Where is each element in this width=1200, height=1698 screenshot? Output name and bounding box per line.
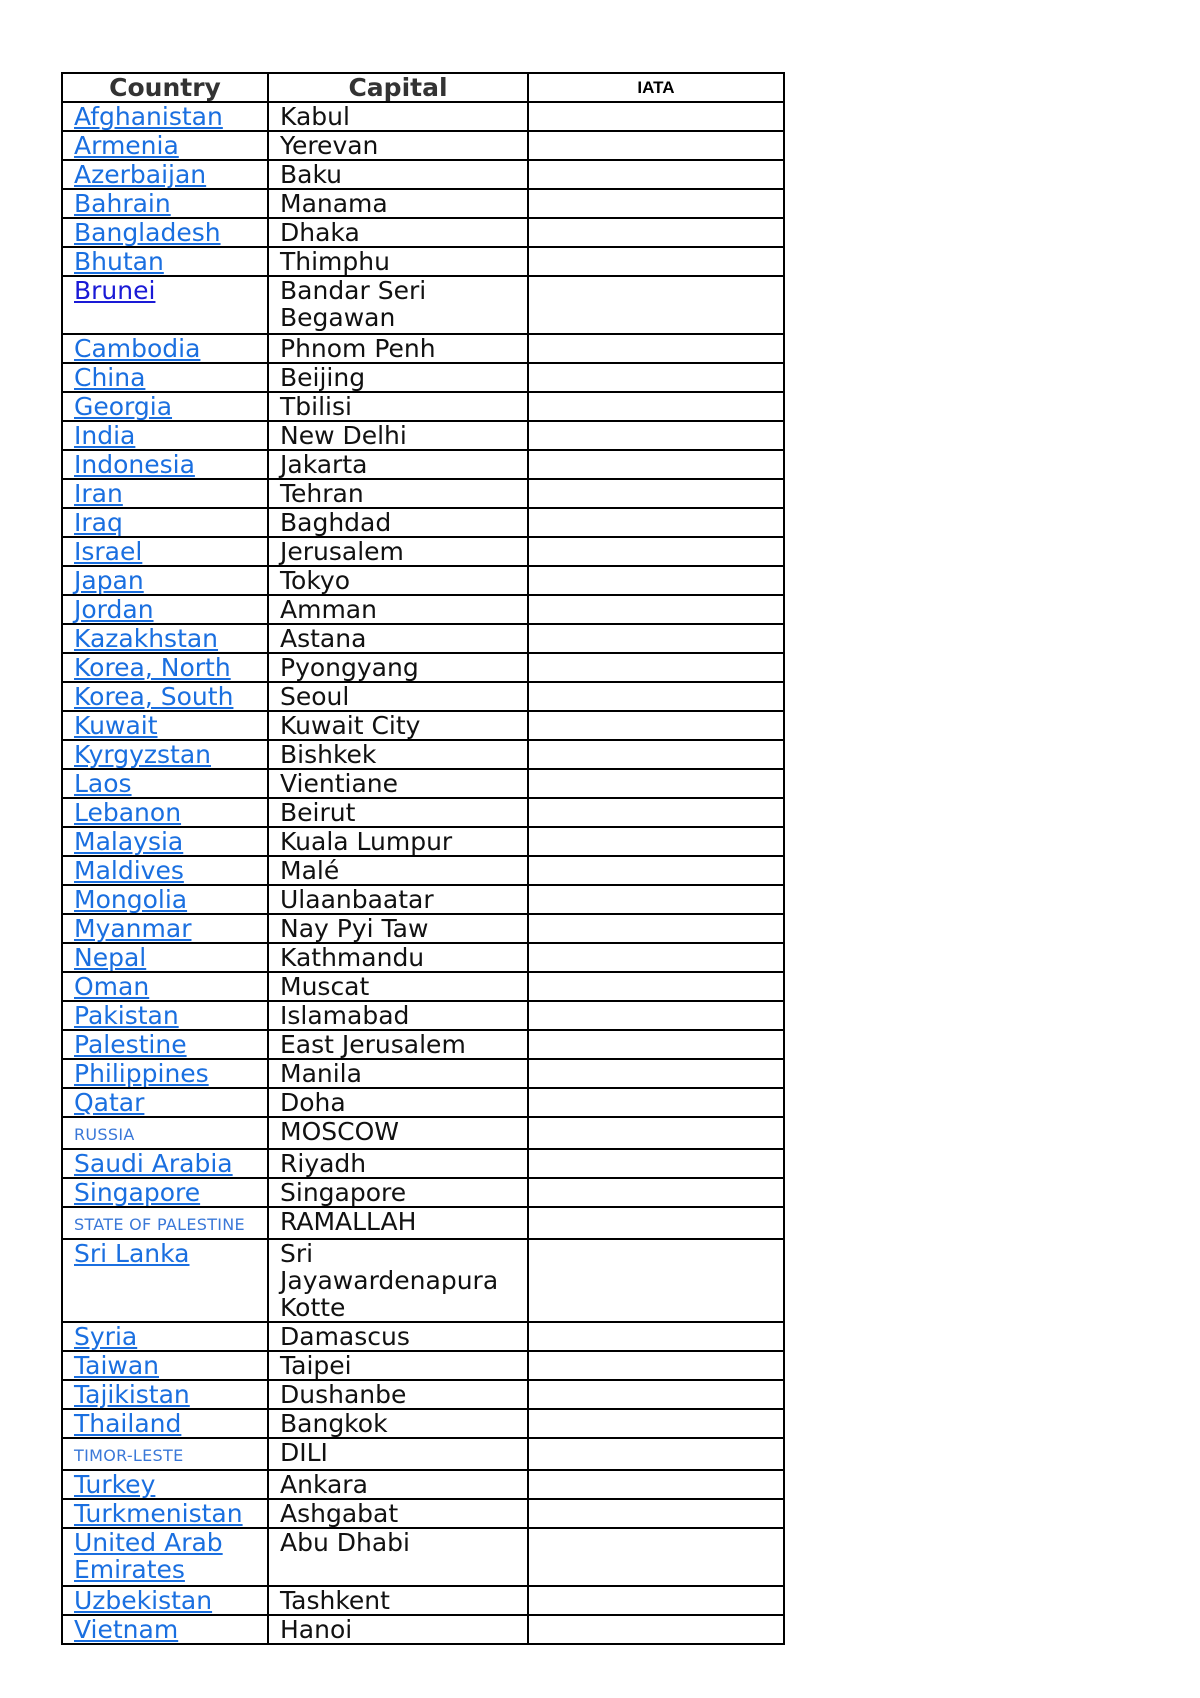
- capital-cell: Tbilisi: [268, 392, 528, 421]
- country-link[interactable]: Kyrgyzstan: [74, 740, 211, 769]
- table-row: [62, 1117, 784, 1149]
- capital-cell: Islamabad: [268, 1001, 528, 1030]
- table-row: [62, 1322, 784, 1351]
- capital-cell: Sri Jayawardenapura Kotte: [268, 1239, 528, 1322]
- country-cell: [62, 1409, 268, 1438]
- table-row: [62, 1470, 784, 1499]
- country-link[interactable]: TIMOR-LESTE: [74, 1446, 184, 1465]
- iata-cell: [528, 769, 784, 798]
- capital-cell: Kuwait City: [268, 711, 528, 740]
- table-row: [62, 450, 784, 479]
- country-cell: [62, 276, 268, 334]
- table-row: [62, 798, 784, 827]
- country-cell: [62, 624, 268, 653]
- country-cell: [62, 1615, 268, 1644]
- country-link[interactable]: Pakistan: [74, 1001, 179, 1030]
- capital-cell: DILI: [268, 1438, 528, 1470]
- iata-cell: [528, 798, 784, 827]
- country-link[interactable]: Indonesia: [74, 450, 195, 479]
- country-link[interactable]: Malaysia: [74, 827, 184, 856]
- country-cell: [62, 1001, 268, 1030]
- table-row: [62, 769, 784, 798]
- country-link[interactable]: India: [74, 421, 136, 450]
- country-cell: [62, 885, 268, 914]
- iata-cell: [528, 1059, 784, 1088]
- capital-cell: Bishkek: [268, 740, 528, 769]
- capital-cell: Hanoi: [268, 1615, 528, 1644]
- table-row: [62, 653, 784, 682]
- country-cell: [62, 1178, 268, 1207]
- table-row: [62, 1088, 784, 1117]
- table-row: [62, 421, 784, 450]
- iata-cell: [528, 595, 784, 624]
- table-row: [62, 914, 784, 943]
- capital-cell: Kuala Lumpur: [268, 827, 528, 856]
- capital-header: Capital: [268, 73, 528, 102]
- country-cell: [62, 1207, 268, 1239]
- capital-cell: MOSCOW: [268, 1117, 528, 1149]
- iata-cell: [528, 624, 784, 653]
- country-cell: [62, 1351, 268, 1380]
- table-row: [62, 1059, 784, 1088]
- iata-cell: [528, 1149, 784, 1178]
- country-cell: [62, 479, 268, 508]
- iata-cell: [528, 972, 784, 1001]
- country-cell: [62, 1239, 268, 1322]
- capital-cell: Damascus: [268, 1322, 528, 1351]
- country-cell: [62, 1030, 268, 1059]
- country-cell: [62, 740, 268, 769]
- table-row: [62, 595, 784, 624]
- capital-cell: Manama: [268, 189, 528, 218]
- table-row: [62, 1409, 784, 1438]
- country-cell: [62, 682, 268, 711]
- country-link[interactable]: Taiwan: [74, 1351, 160, 1380]
- table-row: [62, 537, 784, 566]
- country-cell: [62, 1117, 268, 1149]
- iata-cell: [528, 1586, 784, 1615]
- table-row: [62, 334, 784, 363]
- country-link[interactable]: Tajikistan: [74, 1380, 190, 1409]
- header-row: [62, 73, 784, 102]
- capital-cell: Baghdad: [268, 508, 528, 537]
- country-link[interactable]: Brunei: [74, 276, 156, 305]
- iata-cell: [528, 1409, 784, 1438]
- country-link[interactable]: United Arab Emirates: [74, 1528, 223, 1584]
- table-row: [62, 740, 784, 769]
- table-row: [62, 1239, 784, 1322]
- country-link[interactable]: Georgia: [74, 392, 173, 421]
- table-row: [62, 189, 784, 218]
- iata-cell: [528, 479, 784, 508]
- iata-cell: [528, 1322, 784, 1351]
- capital-cell: Ashgabat: [268, 1499, 528, 1528]
- iata-cell: [528, 1615, 784, 1644]
- capital-cell: Bandar Seri Begawan: [268, 276, 528, 334]
- capital-cell: Muscat: [268, 972, 528, 1001]
- table-row: [62, 682, 784, 711]
- country-link[interactable]: Vietnam: [74, 1615, 179, 1644]
- country-cell: [62, 1438, 268, 1470]
- capital-cell: Jerusalem: [268, 537, 528, 566]
- table-row: [62, 1351, 784, 1380]
- iata-cell: [528, 160, 784, 189]
- capital-cell: Ulaanbaatar: [268, 885, 528, 914]
- capital-cell: Tokyo: [268, 566, 528, 595]
- country-cell: [62, 1322, 268, 1351]
- table-row: [62, 102, 784, 131]
- iata-cell: [528, 1528, 784, 1586]
- iata-cell: [528, 537, 784, 566]
- country-link[interactable]: RUSSIA: [74, 1125, 135, 1144]
- iata-cell: [528, 247, 784, 276]
- iata-cell: [528, 1470, 784, 1499]
- country-cell: [62, 827, 268, 856]
- table-row: [62, 885, 784, 914]
- country-link[interactable]: Bahrain: [74, 189, 171, 218]
- capital-cell: Beirut: [268, 798, 528, 827]
- country-link[interactable]: Armenia: [74, 131, 179, 160]
- capital-cell: Thimphu: [268, 247, 528, 276]
- country-link[interactable]: Oman: [74, 972, 150, 1001]
- iata-header: IATA: [528, 73, 784, 102]
- country-link[interactable]: China: [74, 363, 146, 392]
- country-link[interactable]: Qatar: [74, 1088, 145, 1117]
- capital-cell: Manila: [268, 1059, 528, 1088]
- iata-cell: [528, 421, 784, 450]
- capital-cell: Kathmandu: [268, 943, 528, 972]
- iata-cell: [528, 1207, 784, 1239]
- iata-cell: [528, 943, 784, 972]
- country-cell: [62, 160, 268, 189]
- capital-cell: Jakarta: [268, 450, 528, 479]
- country-cell: [62, 392, 268, 421]
- country-cell: [62, 1088, 268, 1117]
- table-row: [62, 508, 784, 537]
- country-link[interactable]: Lebanon: [74, 798, 182, 827]
- country-link[interactable]: Syria: [74, 1322, 138, 1351]
- country-cell: [62, 856, 268, 885]
- capital-cell: Pyongyang: [268, 653, 528, 682]
- capital-cell: Yerevan: [268, 131, 528, 160]
- country-header: Country: [62, 73, 268, 102]
- country-cell: [62, 972, 268, 1001]
- table-row: [62, 218, 784, 247]
- country-cell: [62, 334, 268, 363]
- country-link[interactable]: Bhutan: [74, 247, 164, 276]
- country-link[interactable]: Kuwait: [74, 711, 158, 740]
- country-cell: [62, 1149, 268, 1178]
- country-cell: [62, 247, 268, 276]
- capital-cell: Dushanbe: [268, 1380, 528, 1409]
- country-cell: [62, 131, 268, 160]
- country-link[interactable]: STATE OF PALESTINE: [74, 1215, 245, 1234]
- country-link[interactable]: Iraq: [74, 508, 123, 537]
- capital-cell: RAMALLAH: [268, 1207, 528, 1239]
- country-cell: [62, 914, 268, 943]
- iata-cell: [528, 827, 784, 856]
- iata-cell: [528, 218, 784, 247]
- country-link[interactable]: Korea, North: [74, 653, 231, 682]
- country-link[interactable]: Philippines: [74, 1059, 209, 1088]
- country-link[interactable]: Japan: [74, 566, 144, 595]
- capital-cell: New Delhi: [268, 421, 528, 450]
- country-link[interactable]: Israel: [74, 537, 143, 566]
- capital-cell: Astana: [268, 624, 528, 653]
- country-cell: [62, 1586, 268, 1615]
- iata-cell: [528, 914, 784, 943]
- capitals-table: [61, 72, 785, 1645]
- table-row: [62, 1380, 784, 1409]
- table-row: [62, 1499, 784, 1528]
- capital-cell: Bangkok: [268, 1409, 528, 1438]
- table-row: [62, 856, 784, 885]
- iata-cell: [528, 189, 784, 218]
- table-row: [62, 131, 784, 160]
- country-link[interactable]: Myanmar: [74, 914, 192, 943]
- capital-cell: Malé: [268, 856, 528, 885]
- capital-cell: Nay Pyi Taw: [268, 914, 528, 943]
- country-link[interactable]: Turkmenistan: [74, 1499, 243, 1528]
- iata-cell: [528, 1030, 784, 1059]
- table-row: [62, 972, 784, 1001]
- iata-cell: [528, 653, 784, 682]
- country-cell: [62, 537, 268, 566]
- table-row: [62, 1030, 784, 1059]
- country-link[interactable]: Cambodia: [74, 334, 201, 363]
- iata-cell: [528, 885, 784, 914]
- iata-cell: [528, 1001, 784, 1030]
- country-cell: [62, 798, 268, 827]
- country-cell: [62, 1499, 268, 1528]
- country-cell: [62, 943, 268, 972]
- table-row: [62, 1615, 784, 1644]
- country-cell: [62, 102, 268, 131]
- capital-cell: Kabul: [268, 102, 528, 131]
- table-row: [62, 624, 784, 653]
- capital-cell: Phnom Penh: [268, 334, 528, 363]
- country-link[interactable]: Saudi Arabia: [74, 1149, 233, 1178]
- table-row: [62, 943, 784, 972]
- iata-cell: [528, 566, 784, 595]
- table-row: [62, 1149, 784, 1178]
- table-row: [62, 1207, 784, 1239]
- country-cell: [62, 1470, 268, 1499]
- country-cell: [62, 711, 268, 740]
- table-row: [62, 247, 784, 276]
- iata-cell: [528, 450, 784, 479]
- country-link[interactable]: Bangladesh: [74, 218, 221, 247]
- capital-cell: Amman: [268, 595, 528, 624]
- country-cell: [62, 363, 268, 392]
- table-row: [62, 160, 784, 189]
- country-cell: [62, 421, 268, 450]
- iata-cell: [528, 1117, 784, 1149]
- country-cell: [62, 189, 268, 218]
- iata-cell: [528, 363, 784, 392]
- capital-cell: Singapore: [268, 1178, 528, 1207]
- iata-cell: [528, 334, 784, 363]
- table-row: [62, 711, 784, 740]
- country-cell: [62, 653, 268, 682]
- iata-cell: [528, 856, 784, 885]
- capital-cell: Tehran: [268, 479, 528, 508]
- country-link[interactable]: Maldives: [74, 856, 184, 885]
- table-row: [62, 1438, 784, 1470]
- country-cell: [62, 1380, 268, 1409]
- capital-cell: Tashkent: [268, 1586, 528, 1615]
- iata-cell: [528, 740, 784, 769]
- country-link[interactable]: Afghanistan: [74, 102, 223, 131]
- capital-cell: Dhaka: [268, 218, 528, 247]
- country-cell: [62, 450, 268, 479]
- iata-cell: [528, 508, 784, 537]
- iata-cell: [528, 1239, 784, 1322]
- table-row: [62, 1528, 784, 1586]
- table-row: [62, 392, 784, 421]
- capital-cell: Doha: [268, 1088, 528, 1117]
- capital-cell: Beijing: [268, 363, 528, 392]
- iata-cell: [528, 1088, 784, 1117]
- capital-cell: Ankara: [268, 1470, 528, 1499]
- country-cell: [62, 595, 268, 624]
- capital-cell: East Jerusalem: [268, 1030, 528, 1059]
- country-link[interactable]: Iran: [74, 479, 123, 508]
- iata-cell: [528, 682, 784, 711]
- country-link[interactable]: Korea, South: [74, 682, 234, 711]
- country-link[interactable]: Mongolia: [74, 885, 188, 914]
- capital-cell: Baku: [268, 160, 528, 189]
- country-cell: [62, 218, 268, 247]
- country-link[interactable]: Singapore: [74, 1178, 201, 1207]
- country-cell: [62, 1528, 268, 1586]
- country-link[interactable]: Jordan: [74, 595, 154, 624]
- country-link[interactable]: Sri Lanka: [74, 1239, 190, 1268]
- country-link[interactable]: Laos: [74, 769, 132, 798]
- capital-cell: Seoul: [268, 682, 528, 711]
- iata-cell: [528, 1438, 784, 1470]
- iata-cell: [528, 131, 784, 160]
- table-row: [62, 1586, 784, 1615]
- capital-cell: Abu Dhabi: [268, 1528, 528, 1586]
- country-cell: [62, 508, 268, 537]
- iata-cell: [528, 1499, 784, 1528]
- table-row: [62, 276, 784, 334]
- iata-cell: [528, 392, 784, 421]
- table-row: [62, 1001, 784, 1030]
- iata-cell: [528, 1178, 784, 1207]
- capital-cell: Taipei: [268, 1351, 528, 1380]
- table-row: [62, 827, 784, 856]
- country-link[interactable]: Uzbekistan: [74, 1586, 213, 1615]
- country-link[interactable]: Kazakhstan: [74, 624, 219, 653]
- iata-cell: [528, 102, 784, 131]
- country-link[interactable]: Thailand: [74, 1409, 182, 1438]
- country-link[interactable]: Azerbaijan: [74, 160, 207, 189]
- table-row: [62, 1178, 784, 1207]
- country-link[interactable]: Palestine: [74, 1030, 187, 1059]
- country-cell: [62, 566, 268, 595]
- iata-cell: [528, 276, 784, 334]
- country-link[interactable]: Nepal: [74, 943, 147, 972]
- country-cell: [62, 769, 268, 798]
- iata-cell: [528, 711, 784, 740]
- iata-cell: [528, 1380, 784, 1409]
- table-row: [62, 363, 784, 392]
- country-cell: [62, 1059, 268, 1088]
- capital-cell: Riyadh: [268, 1149, 528, 1178]
- country-link[interactable]: Turkey: [74, 1470, 156, 1499]
- iata-cell: [528, 1351, 784, 1380]
- table-row: [62, 479, 784, 508]
- table-row: [62, 566, 784, 595]
- capital-cell: Vientiane: [268, 769, 528, 798]
